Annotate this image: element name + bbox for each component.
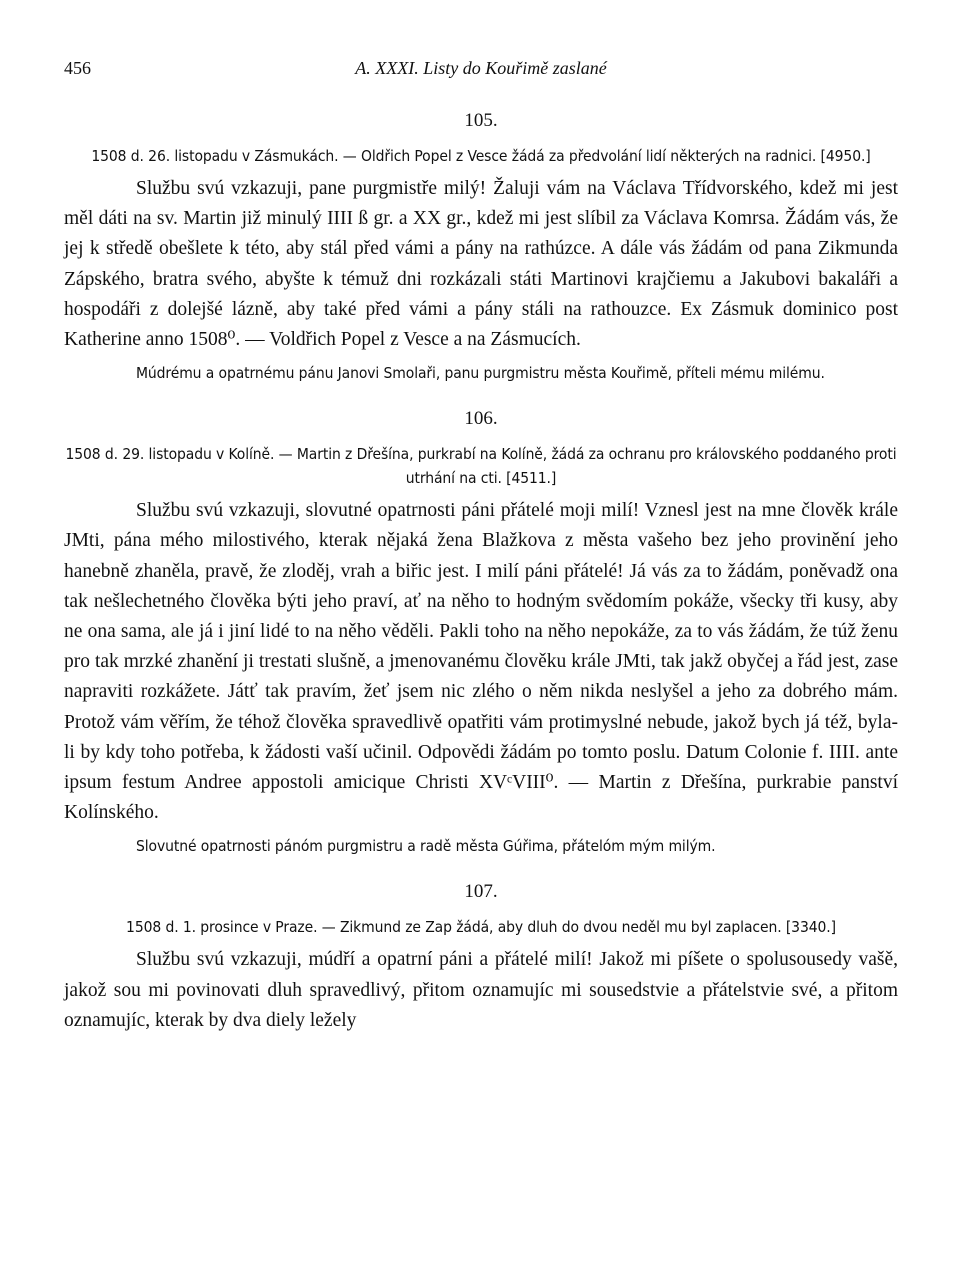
document-number: 105. bbox=[464, 110, 498, 131]
document-entry-105 bbox=[64, 108, 898, 386]
letter-address: Slovutné opatrnosti pánóm purgmistru a radě města Gúřima, přátelóm mým milým. bbox=[136, 837, 716, 856]
document-number: 106. bbox=[464, 408, 498, 430]
running-title: A. XXXI. Listy do Kouřimě zaslané bbox=[355, 58, 607, 78]
document-regest: 1508 d. 26. listopadu v Zásmukách. — Oldřich Popel z Vesce žádá za předvolání lidí některých na radnici. [4950.] bbox=[91, 147, 871, 165]
document-regest: 1508 d. 29. listopadu v Kolíně. — Martin z Dřešína, purkrabí na Kolíně, žádá za ochranu pro královského poddaného proti utrhání na cti. [4511.] bbox=[65, 445, 897, 488]
letter-text: Službu svú vzkazuji, slovutné opatrnosti páni přátelé moji milí! Vznesl jest na mne člověk krále JMti, pána mého milostivého, kterak nějaká žena Blažkova z města vašeho bez jeho provinění jeho hanebně zhaněla, pravě, že zloděj, vrah a biřic jest. I milí páni přátelé! Já vás za to žádám, poněvadž ona tak nešlechetného člověka býti jeho praví, ať na něho to hodným svědomím pokáže, všecky tři kusy, aby ne ona sama, ale já i jiní lidé to na něho věděli. Pakli toho na něho nepokáže, za to vás žádám, že túž ženu pro tak mrzké zhanění ji trestati slušně, a jmenovanému člověku krále JMti, tak jakž obyčej a řád jest, zase napraviti rozkážete. Játť tak pravím, žeť jsem nic zlého o něm nikda neslyšel a jeho za dobrého mám. Protož vám věřím, že téhož člověka spravedlivě opatřiti vám protimyslné nebude, jakož bych já též, byla-li by kdy toho potřeba, k žádosti vaší učinil. Odpovědi žádám po tomto poslu. Datum Colonie f. IIII. ante ipsum festum Andree appostoli amicique Christi XVᶜVIII⁰. — Martin z Dřešína, purkrabie panství Kolínského. bbox=[64, 500, 898, 824]
letter-text: Službu svú vzkazuji, múdří a opatrní páni a přátelé milí! Jakož mi píšete o spolusousedy vašě, jakož sou mi povinovati dluh spravedlivý, přitom oznamujíc mi sousedstvie a přátelstvie své, a přitom oznamujíc, kterak by dva diely ležely bbox=[64, 949, 898, 1031]
running-head bbox=[64, 58, 898, 88]
document-number: 107. bbox=[464, 881, 498, 903]
document-entry-106 bbox=[64, 406, 898, 859]
document-entry-107 bbox=[64, 879, 898, 1036]
page-number: 456 bbox=[64, 58, 91, 78]
book-page bbox=[64, 58, 898, 1042]
letter-text: Službu svú vzkazuji, pane purgmistře milý! Žaluji vám na Václava Třídvorského, kdež mi jest měl dáti na sv. Martin již minulý IIII ß gr. a XX gr., kdež mi jest slíbil za Václava Komrsa. Žádám vás, že jej k středě obešlete k této, aby stál před vámi a pány na rathúzce. A dále vás žádám od pana Zikmunda Zápského, bratra svého, abyšte k témuž dni rozkázali státi Martinovi krajčiemu a Jakubovi bakaláři a hospodáři z dolejšé lázně, aby také před vámi a pány stáli na rathouzce. Ex Zásmuk dominico post Katherine anno 1508⁰. — Voldřich Popel z Vesce a na Zásmucích. bbox=[64, 178, 898, 351]
letter-address: Múdrému a opatrnému pánu Janovi Smolaři, panu purgmistru města Kouřimě, příteli mému milému. bbox=[136, 364, 825, 383]
document-regest: 1508 d. 1. prosince v Praze. — Zikmund ze Zap žádá, aby dluh do dvou neděl mu byl zaplacen. [3340.] bbox=[126, 918, 836, 937]
